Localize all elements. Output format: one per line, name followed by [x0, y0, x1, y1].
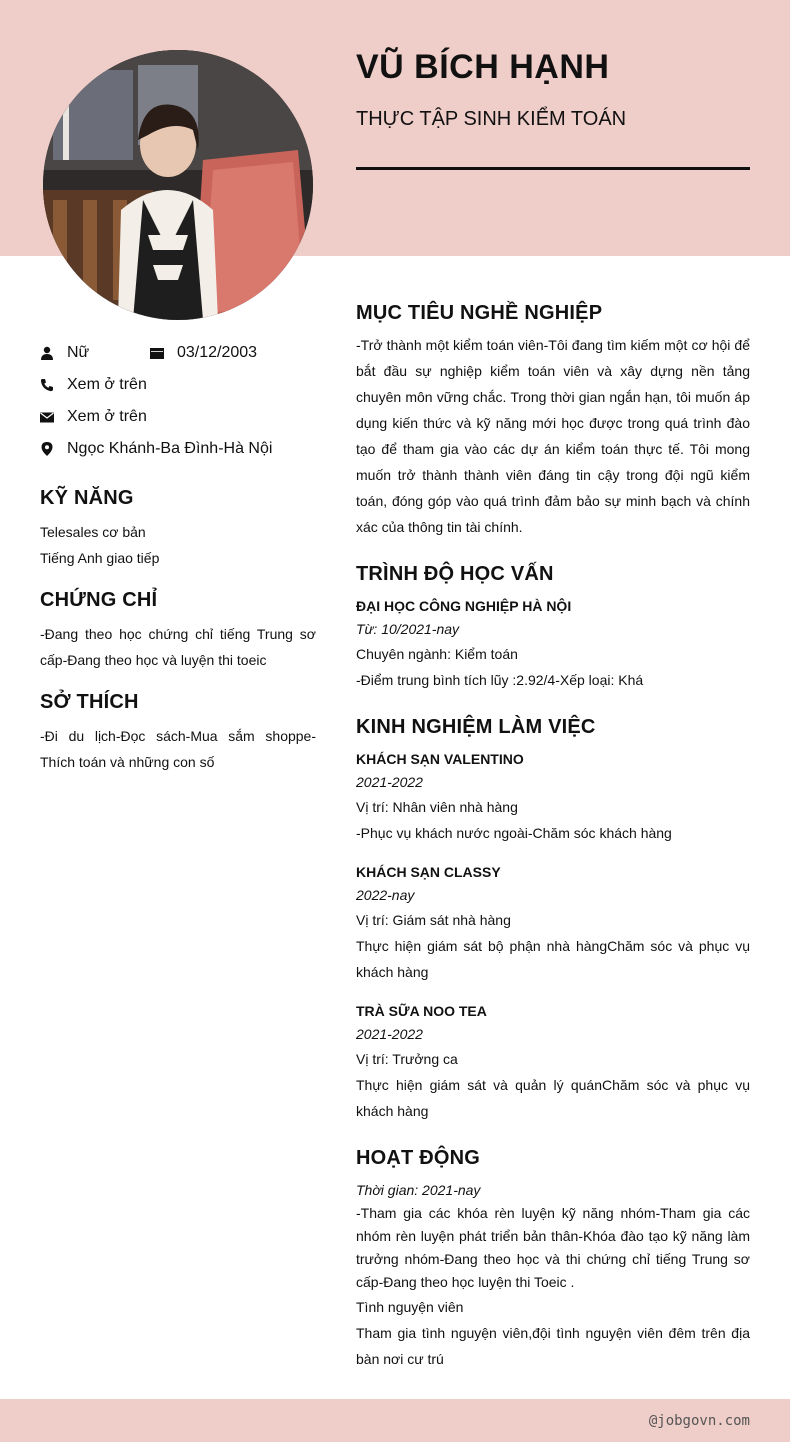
location-pin-icon: [40, 441, 54, 457]
birthday-value: 03/12/2003: [177, 344, 258, 361]
title-divider: [356, 167, 750, 170]
skill-item: Tiếng Anh giao tiếp: [40, 550, 160, 566]
activities-text: -Tham gia các khóa rèn luyện kỹ năng nhóm-Tham gia các nhóm rèn luyện phát triển bản thân-Khóa đào tạo kỹ năng làm trưởng nhóm-Đang theo học và thi chứng chỉ tiếng Trung sơ cấp-Đang theo học luyện thi Toeic .: [356, 1205, 750, 1290]
job-period: 2022-nay: [356, 887, 415, 903]
experience-title: KINH NGHIỆM LÀM VIỆC: [356, 716, 596, 738]
activities-role: Tình nguyện viên: [356, 1299, 464, 1315]
education-gpa: -Điểm trung bình tích lũy :2.92/4-Xếp loại: Khá: [356, 672, 644, 688]
education-title: TRÌNH ĐỘ HỌC VẤN: [356, 563, 554, 585]
activities-desc: Tham gia tình nguyện viên,đội tình nguyện viên đêm trên địa bàn nơi cư trú: [356, 1325, 750, 1367]
person-icon: [40, 345, 54, 361]
objective-title: MỤC TIÊU NGHỀ NGHIỆP: [356, 302, 603, 324]
job-company: KHÁCH SẠN VALENTINO: [356, 751, 524, 767]
job-desc: -Phục vụ khách nước ngoài-Chăm sóc khách hàng: [356, 825, 672, 841]
phone-value: Xem ở trên: [67, 376, 147, 393]
education-school: ĐẠI HỌC CÔNG NGHIỆP HÀ NỘI: [356, 598, 572, 614]
hobbies-title: SỞ THÍCH: [40, 691, 139, 713]
contact-phone: [40, 375, 147, 395]
job-desc: Thực hiện giám sát và quản lý quánChăm sóc và phục vụ khách hàng: [356, 1077, 750, 1119]
activities-title: HOẠT ĐỘNG: [356, 1147, 481, 1169]
skill-item: Telesales cơ bản: [40, 524, 146, 540]
phone-icon: [40, 377, 54, 393]
objective-text: -Trở thành một kiểm toán viên-Tôi đang tìm kiếm một cơ hội để bắt đầu sự nghiệp kiểm toán viên và xây dựng nền tảng chuyên môn vững chắc. Trong thời gian ngắn hạn, tôi muốn áp dụng kiến thức và kỹ năng mới học được trong quá trình đào tạo để tham gia vào các dự án kiểm toán thực tế. Tôi mong muốn trở thành thành viên đáng tin cậy trong đội ngũ kiểm toán, đóng góp vào quá trình đảm bảo sự minh bạch và chính xác của thông tin tài chính.: [356, 337, 750, 535]
email-value: Xem ở trên: [67, 408, 147, 425]
contact-gender: [40, 343, 89, 363]
hobbies-text: -Đi du lịch-Đọc sách-Mua sắm shoppe-Thích toán và những con số: [40, 728, 316, 770]
candidate-name: VŨ BÍCH HẠNH: [356, 48, 610, 86]
job-period: 2021-2022: [356, 774, 423, 790]
education-major: Chuyên ngành: Kiểm toán: [356, 646, 518, 662]
gender-value: Nữ: [67, 344, 90, 361]
job-company: TRÀ SỮA NOO TEA: [356, 1003, 487, 1019]
contact-email: [40, 407, 147, 427]
job-period: 2021-2022: [356, 1026, 423, 1042]
address-value: Ngọc Khánh-Ba Đình-Hà Nội: [67, 440, 273, 457]
profile-photo: [43, 50, 313, 320]
mail-icon: [40, 409, 54, 425]
job-position: Vị trí: Trưởng ca: [356, 1051, 458, 1067]
skills-title: KỸ NĂNG: [40, 487, 134, 509]
job-title: THỰC TẬP SINH KIỂM TOÁN: [356, 108, 627, 130]
contact-address: [40, 439, 272, 459]
job-position: Vị trí: Nhân viên nhà hàng: [356, 799, 518, 815]
job-desc: Thực hiện giám sát bộ phận nhà hàngChăm sóc và phục vụ khách hàng: [356, 938, 750, 980]
certificates-title: CHỨNG CHỈ: [40, 589, 158, 611]
job-position: Vị trí: Giám sát nhà hàng: [356, 912, 511, 928]
education-period: Từ: 10/2021-nay: [356, 621, 460, 637]
calendar-icon: [150, 345, 164, 361]
watermark: @jobgovn.com: [648, 1413, 750, 1429]
job-company: KHÁCH SẠN CLASSY: [356, 864, 501, 880]
certificates-text: -Đang theo học chứng chỉ tiếng Trung sơ cấp-Đang theo học và luyện thi toeic: [40, 626, 316, 668]
activities-period: Thời gian: 2021-nay: [356, 1182, 481, 1198]
contact-birthday: [150, 343, 257, 363]
